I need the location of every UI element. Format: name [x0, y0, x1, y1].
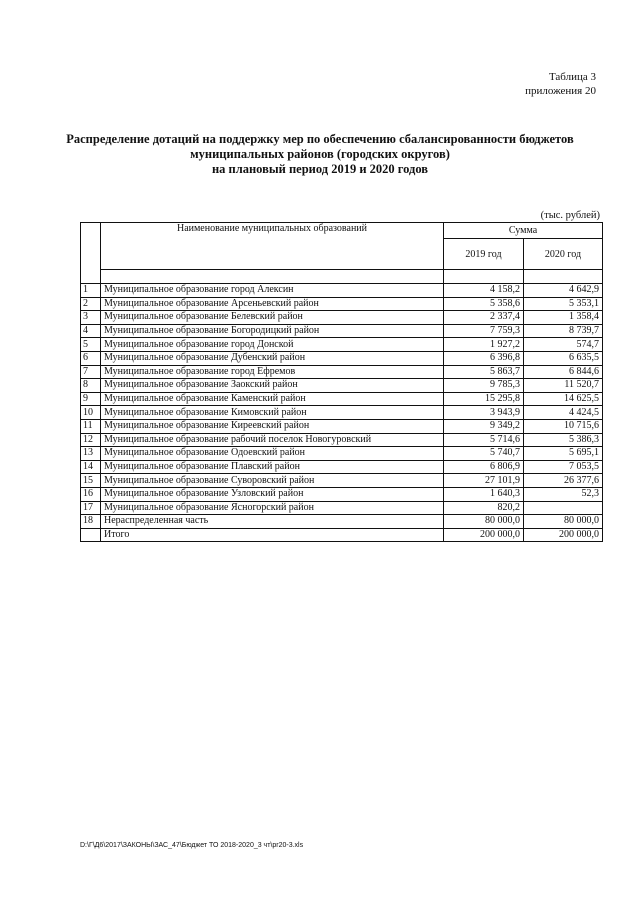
table-row [81, 433, 603, 447]
row-2020: 14 625,5 [524, 392, 603, 406]
table-row [81, 338, 603, 352]
row-2020: 4 424,5 [524, 406, 603, 420]
row-name: Муниципальное образование Узловский район [101, 487, 444, 501]
table-row [81, 515, 603, 529]
spacer-cell [444, 270, 524, 284]
row-name: Муниципальное образование Белевский район [101, 311, 444, 325]
table-row [81, 297, 603, 311]
row-name: Муниципальное образование Киреевский район [101, 419, 444, 433]
row-index: 13 [81, 447, 101, 461]
row-index: 7 [81, 365, 101, 379]
row-2019: 5 863,7 [444, 365, 524, 379]
row-2019: 1 927,2 [444, 338, 524, 352]
table-row [81, 324, 603, 338]
table-row [81, 460, 603, 474]
table-row [81, 311, 603, 325]
row-index: 12 [81, 433, 101, 447]
table-row [81, 487, 603, 501]
name-header: Наименование муниципальных образований [101, 223, 444, 270]
row-2019: 2 337,4 [444, 311, 524, 325]
spacer-cell [101, 270, 444, 284]
row-2020: 5 386,3 [524, 433, 603, 447]
row-2020 [524, 501, 603, 515]
row-2020: 7 053,5 [524, 460, 603, 474]
table-row [81, 406, 603, 420]
appendix-number: приложения 20 [525, 85, 596, 97]
row-2020: 10 715,6 [524, 419, 603, 433]
row-name: Муниципальное образование Суворовский район [101, 474, 444, 488]
row-name: Муниципальное образование Дубенский район [101, 351, 444, 365]
row-name: Муниципальное образование город Донской [101, 338, 444, 352]
table-row [81, 365, 603, 379]
row-index: 18 [81, 515, 101, 529]
appendix-reference [525, 70, 596, 98]
title-line-1: Распределение дотаций на поддержку мер по обеспечению сбалансированности бюджетов [66, 132, 574, 146]
row-index: 17 [81, 501, 101, 515]
table-row [81, 379, 603, 393]
spacer-cell [524, 270, 603, 284]
table-row [81, 284, 603, 298]
sum-header: Сумма [444, 223, 603, 239]
row-2019: 27 101,9 [444, 474, 524, 488]
row-name: Муниципальное образование город Алексин [101, 284, 444, 298]
row-2019: 80 000,0 [444, 515, 524, 529]
row-2019: 9 785,3 [444, 379, 524, 393]
row-index: 14 [81, 460, 101, 474]
year-2020-header: 2020 год [524, 239, 603, 270]
row-name: Муниципальное образование город Ефремов [101, 365, 444, 379]
row-2019: 820,2 [444, 501, 524, 515]
row-2020: 200 000,0 [524, 528, 603, 542]
row-2020: 8 739,7 [524, 324, 603, 338]
file-path: D:\Г\Д6\2017\ЗАКОНЫ\ЗАС_47\Бюджет ТО 2018-2020_3 чт\pr20-3.xls [80, 842, 304, 849]
row-name: Муниципальное образование Одоевский район [101, 447, 444, 461]
row-name: Муниципальное образование Каменский район [101, 392, 444, 406]
row-index: 15 [81, 474, 101, 488]
row-index: 9 [81, 392, 101, 406]
row-2020: 1 358,4 [524, 311, 603, 325]
title-line-3: на плановый период 2019 и 2020 годов [211, 162, 429, 176]
row-index: 1 [81, 284, 101, 298]
row-index [81, 528, 101, 542]
row-index: 5 [81, 338, 101, 352]
row-2019: 7 759,3 [444, 324, 524, 338]
row-index: 11 [81, 419, 101, 433]
row-2020: 6 635,5 [524, 351, 603, 365]
row-index: 16 [81, 487, 101, 501]
table-row [81, 501, 603, 515]
row-2019: 9 349,2 [444, 419, 524, 433]
row-index: 2 [81, 297, 101, 311]
row-name: Муниципальное образование Ясногорский район [101, 501, 444, 515]
row-name: Муниципальное образование Плавский район [101, 460, 444, 474]
row-name: Муниципальное образование Кимовский район [101, 406, 444, 420]
row-name: Муниципальное образование Арсеньевский район [101, 297, 444, 311]
subsidy-table [80, 222, 603, 542]
row-2019: 1 640,3 [444, 487, 524, 501]
row-2019: 6 396,8 [444, 351, 524, 365]
row-index: 3 [81, 311, 101, 325]
row-index: 8 [81, 379, 101, 393]
table-row [81, 474, 603, 488]
row-name: Муниципальное образование рабочий поселок Новогуровский [101, 433, 444, 447]
unit-label: (тыс. рублей) [540, 210, 600, 221]
table-row [81, 419, 603, 433]
row-2020: 80 000,0 [524, 515, 603, 529]
row-2020: 4 642,9 [524, 284, 603, 298]
year-2019-header: 2019 год [444, 239, 524, 270]
row-2019: 5 714,6 [444, 433, 524, 447]
row-index: 6 [81, 351, 101, 365]
row-2020: 6 844,6 [524, 365, 603, 379]
row-name: Нераспределенная часть [101, 515, 444, 529]
row-index: 10 [81, 406, 101, 420]
row-name: Итого [101, 528, 444, 542]
row-2019: 5 740,7 [444, 447, 524, 461]
table-number: Таблица 3 [548, 71, 596, 83]
row-2020: 5 695,1 [524, 447, 603, 461]
row-2020: 574,7 [524, 338, 603, 352]
row-name: Муниципальное образование Богородицкий район [101, 324, 444, 338]
table-row [81, 528, 603, 542]
row-2019: 6 806,9 [444, 460, 524, 474]
index-header [81, 223, 101, 284]
row-index: 4 [81, 324, 101, 338]
table-row [81, 351, 603, 365]
document-title [40, 132, 600, 177]
row-2019: 15 295,8 [444, 392, 524, 406]
row-2019: 5 358,6 [444, 297, 524, 311]
row-2019: 4 158,2 [444, 284, 524, 298]
row-2020: 5 353,1 [524, 297, 603, 311]
table-row [81, 392, 603, 406]
row-name: Муниципальное образование Заокский район [101, 379, 444, 393]
title-line-2: муниципальных районов (городских округов) [190, 147, 450, 161]
row-2020: 26 377,6 [524, 474, 603, 488]
row-2019: 3 943,9 [444, 406, 524, 420]
row-2020: 52,3 [524, 487, 603, 501]
table-row [81, 447, 603, 461]
row-2019: 200 000,0 [444, 528, 524, 542]
row-2020: 11 520,7 [524, 379, 603, 393]
